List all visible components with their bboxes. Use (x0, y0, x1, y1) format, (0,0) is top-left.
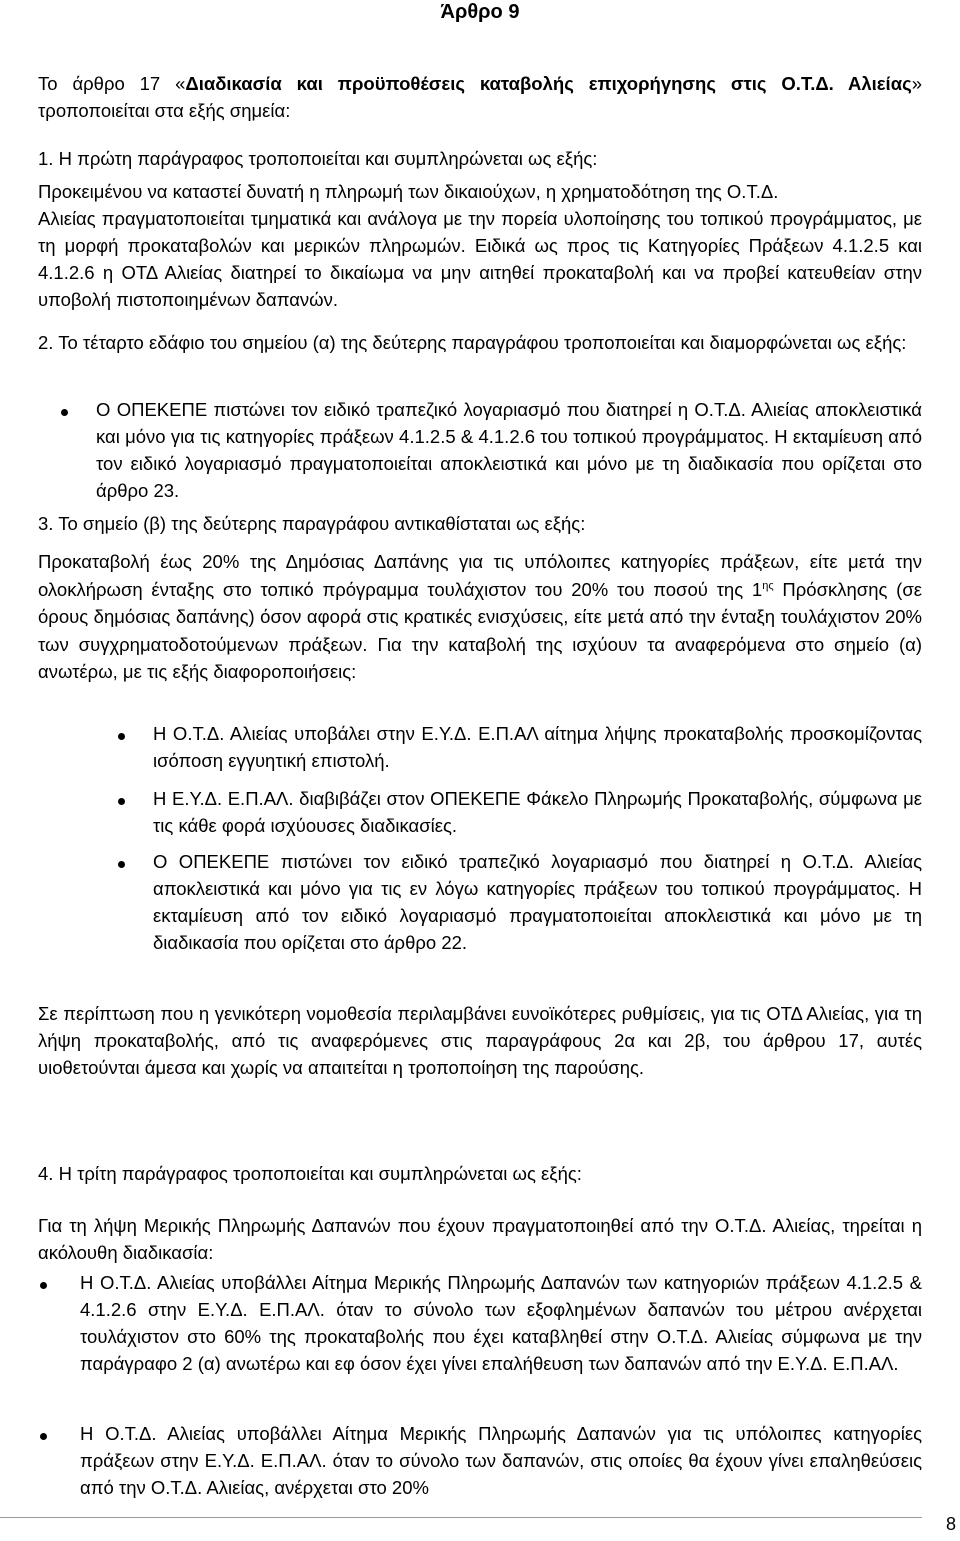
bullet-icon (118, 861, 125, 868)
item3-bullet-3: Ο ΟΠΕΚΕΠΕ πιστώνει τον ειδικό τραπεζικό λογαριασμό που διατηρεί η Ο.Τ.Δ. Αλιείας αποκλειστικά και μόνο για τις εν λόγω κατηγορίες πράξεων του τοπικού προγράμματος. Η εκταμίευση από τον ειδικό λογαριασμό πραγματοποιείται αποκλειστικά και μόνο με τη διαδικασία που ορίζεται στο άρθρο 22. (153, 851, 922, 953)
item3-paragraph (38, 548, 922, 686)
item1-first-line: Προκειμένου να καταστεί δυνατή η πληρωμή των δικαιούχων, η χρηματοδότηση της Ο.Τ.Δ. (38, 181, 779, 202)
intro-bold-title: Διαδικασία και προϋποθέσεις καταβολής επιχορήγησης στις Ο.Τ.Δ. Αλιείας (185, 73, 912, 94)
ordinal-superscript: ης (762, 579, 774, 592)
item1-heading: 1. Η πρώτη παράγραφος τροποποιείται και συμπληρώνεται ως εξής: (38, 148, 598, 169)
footer-divider (0, 1517, 922, 1518)
item4-bullet-1: Η Ο.Τ.Δ. Αλιείας υποβάλλει Αίτημα Μερικής Πληρωμής Δαπανών των κατηγοριών πράξεων 4.1.2.5 & 4.1.2.6 στην Ε.Υ.Δ. Ε.Π.ΑΛ. όταν το σύνολο των εξοφλημένων δαπανών του μέτρου ανέρχεται τουλάχιστον στο 60% της προκαταβολής που έχει καταβληθεί στην Ο.Τ.Δ. Αλιείας σύμφωνα με την παράγραφο 2 (α) ανωτέρω και εφ όσον έχει γίνει επαλήθευση των δαπανών από την Ε.Υ.Δ. Ε.Π.ΑΛ. (80, 1272, 922, 1374)
bullet-icon (118, 733, 125, 740)
bullet-icon (40, 1282, 47, 1289)
bullet-icon (40, 1433, 47, 1440)
article-title: Άρθρο 9 (440, 1, 520, 23)
item2-bullet: Ο ΟΠΕΚΕΠΕ πιστώνει τον ειδικό τραπεζικό λογαριασμό που διατηρεί η Ο.Τ.Δ. Αλιείας αποκλειστικά και μόνο για τις κατηγορίες πράξεων 4.1.2.5 & 4.1.2.6 του τοπικού προγράμματος. Η εκταμίευση από τον ειδικό λογαριασμό πραγματοποιείται αποκλειστικά και μόνο με τη διαδικασία που ορίζεται στο άρθρο 23. (96, 399, 922, 501)
bullet-icon (61, 409, 68, 416)
item3-closing-paragraph: Σε περίπτωση που η γενικότερη νομοθεσία περιλαμβάνει ευνοϊκότερες ρυθμίσεις, για τις ΟΤΔ Αλιείας, για τη λήψη προκαταβολής, από τις αναφερόμενες στις παραγράφους 2α και 2β, του άρθρου 17, αυτές υιοθετούνται άμεσα και χωρίς να απαιτείται η τροποποίηση της παρούσης. (38, 1003, 922, 1078)
item2-heading: 2. Το τέταρτο εδάφιο του σημείου (α) της δεύτερης παραγράφου τροποποιείται και διαμορφώνεται ως εξής: (38, 332, 907, 353)
intro-suffix: » τροποποιείται στα εξής σημεία: (38, 73, 922, 121)
item3-heading: 3. Το σημείο (β) της δεύτερης παραγράφου αντικαθίσταται ως εξής: (38, 513, 586, 534)
bullet-icon (118, 798, 125, 805)
page-number: 8 (945, 1514, 956, 1534)
item3-paragraph-part2: Πρόσκλησης (σε όρους δημόσιας δαπάνης) όσον αφορά στις κρατικές ενισχύσεις, είτε μετά από την ένταξη τουλάχιστον 20% των συγχρηματοδοτούμενων πράξεων. Για την καταβολή της ισχύουν τα αναφερόμενα στο σημείο (α) ανωτέρω, με τις εξής διαφοροποιήσεις: (38, 578, 922, 682)
item4-intro: Για τη λήψη Μερικής Πληρωμής Δαπανών που έχουν πραγματοποιηθεί από την Ο.Τ.Δ. Αλιείας, τηρείται η ακόλουθη διαδικασία: (38, 1215, 922, 1263)
item3-bullet-1: Η Ο.Τ.Δ. Αλιείας υποβάλει στην Ε.Υ.Δ. Ε.Π.ΑΛ αίτημα λήψης προκαταβολής προσκομίζοντας ισόποση εγγυητική επιστολή. (153, 723, 922, 771)
item3-bullet-2: Η Ε.Υ.Δ. Ε.Π.ΑΛ. διαβιβάζει στον ΟΠΕΚΕΠΕ Φάκελο Πληρωμής Προκαταβολής, σύμφωνα με τις κάθε φορά ισχύουσες διαδικασίες. (153, 788, 922, 836)
item4-bullet-2: Η Ο.Τ.Δ. Αλιείας υποβάλλει Αίτημα Μερικής Πληρωμής Δαπανών για τις υπόλοιπες κατηγορίες πράξεων στην Ε.Υ.Δ. Ε.Π.ΑΛ. όταν το σύνολο των δαπανών, στις οποίες θα έχουν γίνει επαληθεύσεις από την Ο.Τ.Δ. Αλιείας, ανέρχεται στο 20% (80, 1423, 922, 1498)
intro-paragraph (38, 70, 922, 124)
item3-paragraph-part1: Προκαταβολή έως 20% της Δημόσιας Δαπάνης για τις υπόλοιπες κατηγορίες πράξεων, είτε μετά την ολοκλήρωση ένταξης στο τοπικό πρόγραμμα τουλάχιστον του 20% του ποσού της 1 (38, 551, 922, 600)
item1-paragraph: Αλιείας πραγματοποιείται τμηματικά και ανάλογα με την πορεία υλοποίησης του τοπικού προγράμματος, με τη μορφή προκαταβολών και μερικών πληρωμών. Ειδικά ως προς τις Κατηγορίες Πράξεων 4.1.2.5 και 4.1.2.6 η ΟΤΔ Αλιείας διατηρεί το δικαίωμα να μην αιτηθεί προκαταβολή και να προβεί κατευθείαν στην υποβολή πιστοποιημένων δαπανών. (38, 208, 922, 310)
item4-heading: 4. Η τρίτη παράγραφος τροποποιείται και συμπληρώνεται ως εξής: (38, 1163, 582, 1184)
intro-prefix: Το άρθρο 17 « (38, 73, 186, 94)
